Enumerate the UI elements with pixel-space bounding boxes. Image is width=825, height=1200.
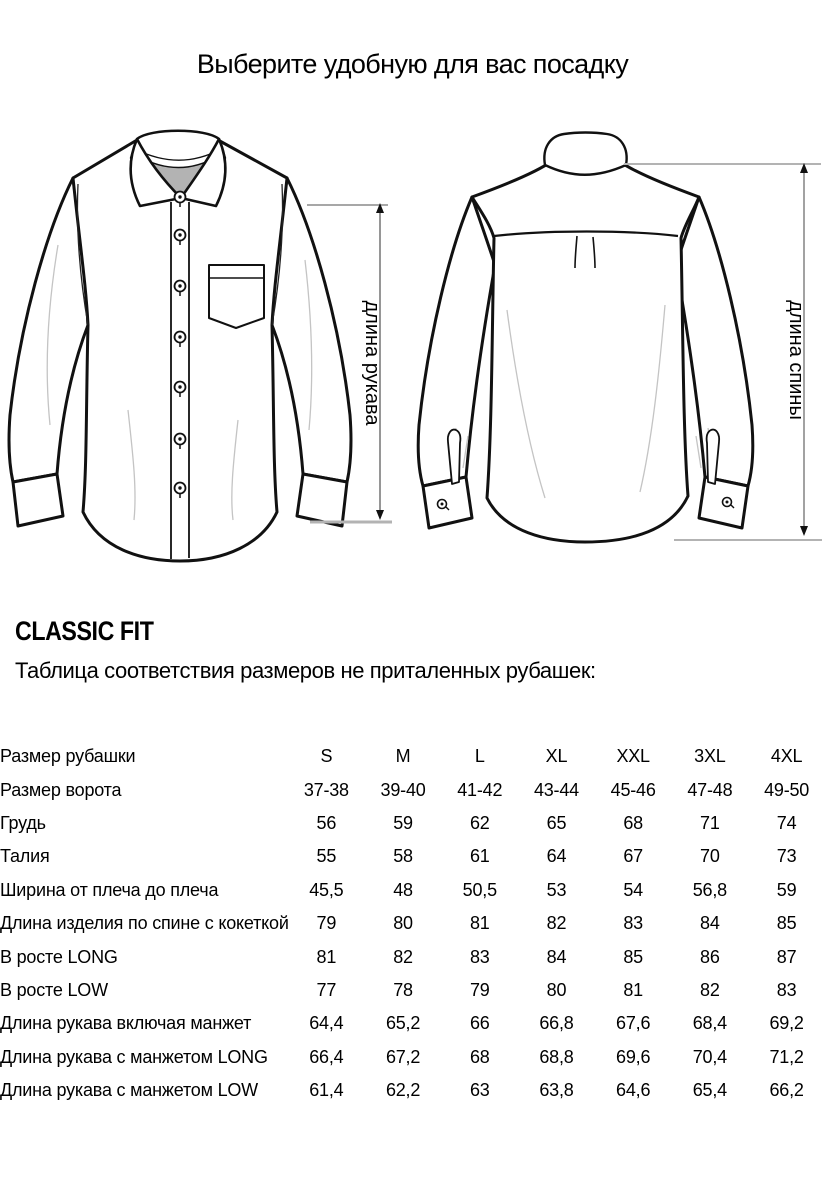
- cell-value: XXL: [616, 746, 650, 767]
- cell-value: 69,2: [769, 1013, 804, 1034]
- cell-value: 64,4: [309, 1013, 344, 1034]
- cell-value: 69,6: [616, 1046, 651, 1067]
- cell-value: 82: [393, 946, 413, 967]
- front-right-cuff: [297, 474, 347, 526]
- row-label: Размер ворота: [0, 779, 122, 800]
- size-table-body: [0, 740, 825, 1107]
- cell-value: 83: [776, 979, 797, 1000]
- cell-value: 63,8: [539, 1080, 574, 1101]
- cell-value: 3XL: [694, 746, 726, 767]
- cell-value: 39-40: [380, 779, 426, 800]
- cell-value: 49-50: [764, 779, 810, 800]
- cell-value: 77: [316, 979, 337, 1000]
- cell-value: 53: [546, 879, 567, 900]
- cell-value: 81: [469, 913, 490, 934]
- table-row: [0, 974, 825, 1007]
- cell-value: 81: [623, 979, 643, 1000]
- cell-value: S: [320, 746, 333, 767]
- table-row: [0, 1074, 825, 1107]
- cell-value: 66,4: [309, 1046, 344, 1067]
- cell-value: 55: [316, 846, 337, 867]
- cell-value: 83: [469, 946, 490, 967]
- table-row: [0, 1007, 825, 1040]
- page-title: Выберите удобную для вас посадку: [196, 49, 629, 79]
- cell-value: 43-44: [533, 779, 579, 800]
- cell-value: 66,2: [769, 1080, 804, 1101]
- cell-value: 56,8: [692, 879, 727, 900]
- row-label: Ширина от плеча до плеча: [0, 879, 219, 900]
- front-pocket: [209, 265, 264, 328]
- back-left-cuff: [423, 477, 472, 528]
- cell-value: 87: [776, 946, 797, 967]
- cell-value: 78: [393, 979, 413, 1000]
- cell-value: 59: [776, 879, 797, 900]
- row-label: Длина рукава с манжетом LONG: [0, 1046, 268, 1067]
- cell-value: XL: [545, 746, 568, 767]
- cell-value: 70,4: [692, 1046, 727, 1067]
- cell-value: 67,6: [616, 1013, 651, 1034]
- table-row: [0, 907, 825, 940]
- row-label: В росте LOW: [0, 979, 108, 1000]
- shirt-back-illustration: [412, 120, 825, 600]
- size-table: [0, 740, 825, 1107]
- cell-value: 64: [546, 846, 567, 867]
- cell-value: 54: [623, 879, 643, 900]
- cell-value: 85: [776, 913, 797, 934]
- cell-value: 79: [316, 913, 337, 934]
- cell-value: 68: [623, 812, 643, 833]
- back-length-label: длина спины: [785, 300, 807, 420]
- cell-value: 64,6: [616, 1080, 651, 1101]
- cell-value: 79: [469, 979, 490, 1000]
- cell-value: 80: [393, 913, 413, 934]
- cell-value: 45-46: [610, 779, 656, 800]
- cell-value: 81: [316, 946, 337, 967]
- cell-value: 37-38: [303, 779, 349, 800]
- cell-value: L: [474, 746, 485, 767]
- shirt-back-drawing: [418, 155, 753, 542]
- shirt-front-illustration: [0, 120, 412, 600]
- cell-value: 67,2: [385, 1046, 421, 1067]
- cell-value: 62,2: [385, 1080, 421, 1101]
- fit-heading: CLASSIC FIT: [15, 616, 154, 646]
- cell-value: 45,5: [309, 879, 344, 900]
- cell-value: 82: [546, 913, 567, 934]
- cell-value: 83: [623, 913, 643, 934]
- cell-value: 70: [700, 846, 720, 867]
- cell-value: 71,2: [769, 1046, 804, 1067]
- cell-value: 86: [700, 946, 720, 967]
- cell-value: 73: [776, 846, 797, 867]
- row-label: В росте LONG: [0, 946, 118, 967]
- cell-value: 80: [546, 979, 567, 1000]
- cell-value: 47-48: [687, 779, 733, 800]
- row-label: Длина рукава с манжетом LOW: [0, 1080, 258, 1101]
- cell-value: 84: [546, 946, 567, 967]
- table-caption: Таблица соответствия размеров не приталенных рубашек:: [15, 658, 596, 683]
- cell-value: 61,4: [309, 1080, 344, 1101]
- back-body: [472, 155, 699, 542]
- row-label: Грудь: [0, 812, 46, 833]
- row-label: Длина изделия по спине с кокеткой: [0, 913, 289, 934]
- cell-value: 41-42: [457, 779, 503, 800]
- cell-value: 59: [393, 812, 413, 833]
- row-label: Размер рубашки: [0, 746, 136, 767]
- cell-value: 71: [700, 812, 720, 833]
- cell-value: 66: [469, 1013, 490, 1034]
- table-row: [0, 740, 825, 773]
- cell-value: 84: [700, 913, 720, 934]
- table-row: [0, 773, 825, 806]
- row-label: Талия: [0, 846, 50, 867]
- cell-value: 68: [469, 1046, 490, 1067]
- shirt-diagrams: [0, 120, 825, 600]
- arrow-down-icon: [800, 526, 808, 536]
- cell-value: 58: [393, 846, 413, 867]
- table-row: [0, 1041, 825, 1074]
- cell-value: 65,4: [692, 1080, 727, 1101]
- cell-value: 66,8: [539, 1013, 574, 1034]
- cell-value: 82: [700, 979, 720, 1000]
- cell-value: 85: [623, 946, 643, 967]
- cell-value: 56: [316, 812, 337, 833]
- cell-value: 4XL: [770, 746, 803, 767]
- table-row: [0, 940, 825, 973]
- cell-value: 68,8: [539, 1046, 574, 1067]
- cell-value: M: [395, 746, 411, 767]
- back-collar: [544, 133, 626, 175]
- cell-value: 67: [623, 846, 643, 867]
- arrow-down-icon: [376, 510, 384, 520]
- cell-value: 74: [776, 812, 797, 833]
- cell-value: 61: [469, 846, 490, 867]
- cell-value: 63: [469, 1080, 490, 1101]
- sleeve-length-label: длина рукава: [361, 300, 383, 426]
- table-row: [0, 874, 825, 907]
- row-label: Длина рукава включая манжет: [0, 1013, 252, 1034]
- table-row: [0, 840, 825, 873]
- front-left-cuff: [13, 474, 63, 526]
- cell-value: 50,5: [462, 879, 497, 900]
- cell-value: 68,4: [692, 1013, 727, 1034]
- cell-value: 65,2: [385, 1013, 421, 1034]
- table-row: [0, 807, 825, 840]
- front-right-sleeve: [272, 178, 351, 482]
- cell-value: 48: [393, 879, 413, 900]
- cell-value: 65: [546, 812, 567, 833]
- cell-value: 62: [469, 812, 490, 833]
